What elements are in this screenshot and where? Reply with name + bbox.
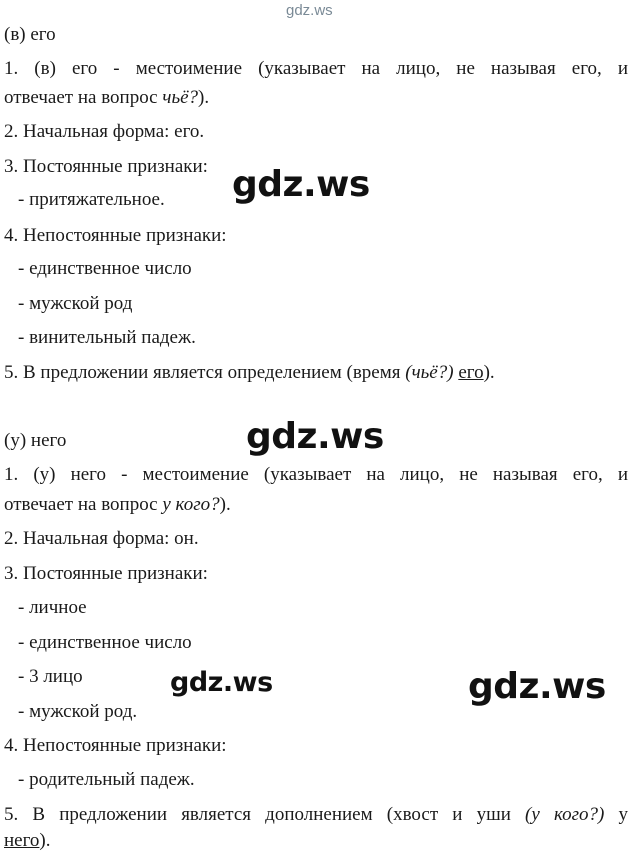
list-item xyxy=(4,804,628,826)
list-subitem: - притяжательное. xyxy=(18,189,165,210)
question: чьё? xyxy=(162,87,199,108)
list-subitem: - мужской род xyxy=(18,293,133,314)
paragraph-line: 1. (у) него - местоимение (указывает на лицо, не называя его, и xyxy=(4,464,628,485)
question: у кого? xyxy=(162,494,220,515)
list-item: 2. Начальная форма: он. xyxy=(4,528,199,549)
paragraph-line xyxy=(4,830,51,852)
list-subitem: - мужской род. xyxy=(18,701,138,722)
text: ). xyxy=(219,494,231,515)
question: (у кого?) xyxy=(525,804,605,825)
list-item: 3. Постоянные признаки: xyxy=(4,156,208,177)
list-item: 2. Начальная форма: его. xyxy=(4,121,205,142)
underlined-word: его xyxy=(458,362,484,383)
text: у xyxy=(604,804,629,825)
paragraph-line: 1. (в) его - местоимение (указывает на лицо, не называя его, и xyxy=(4,58,628,79)
paragraph-line xyxy=(4,494,231,516)
list-item xyxy=(4,362,495,384)
underlined-word: него xyxy=(4,830,40,851)
section-heading: (в) его xyxy=(4,24,56,45)
text: ). xyxy=(39,830,51,851)
list-subitem: - 3 лицо xyxy=(18,666,83,687)
list-subitem: - единственное число xyxy=(18,258,192,279)
text: ). xyxy=(483,362,495,383)
list-subitem: - винительный падеж. xyxy=(18,327,196,348)
list-item: 4. Непостоянные признаки: xyxy=(4,225,227,246)
watermark-top: gdz.ws xyxy=(286,2,333,19)
list-subitem: - родительный падеж. xyxy=(18,769,195,790)
section-heading: (у) него xyxy=(4,430,67,451)
question: (чьё?) xyxy=(405,362,454,383)
text: отвечает на вопрос xyxy=(4,494,163,515)
text: 5. В предложении является определением (время xyxy=(4,362,406,383)
watermark: gdz.ws xyxy=(170,667,273,698)
text: 5. В предложении является дополнением (хвост и уши xyxy=(4,804,526,825)
list-item: 3. Постоянные признаки: xyxy=(4,563,208,584)
text: ). xyxy=(198,87,210,108)
list-item: 4. Непостоянные признаки: xyxy=(4,735,227,756)
text: отвечает на вопрос xyxy=(4,87,163,108)
list-subitem: - единственное число xyxy=(18,632,192,653)
watermark: gdz.ws xyxy=(232,164,370,205)
watermark: gdz.ws xyxy=(468,666,606,707)
paragraph-line xyxy=(4,87,209,109)
watermark: gdz.ws xyxy=(246,416,384,457)
list-subitem: - личное xyxy=(18,597,87,618)
